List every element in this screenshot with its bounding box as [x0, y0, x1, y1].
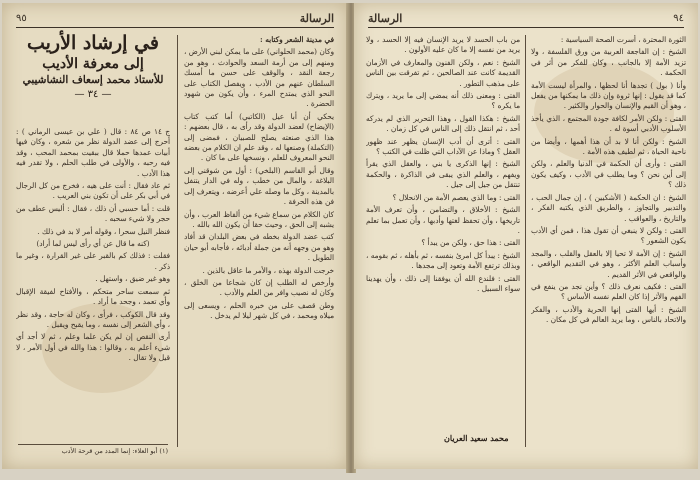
verse: (كنه ما قال عن أي رأى ليس لما أراد) — [36, 239, 150, 249]
right-column-1 — [531, 35, 686, 453]
paragraph: كان الكلام من سماع شيء من ألفاظ العرب ، وأن يشبه إلى الحق ، وحيث حقا أن يكون الله بالله . — [184, 209, 334, 229]
article-author: للأستاذ محمد إسعاف النشاشيبي — [22, 74, 164, 86]
paragraph: ثم سمعت ساحر متحكم ، والأفتاح لفيقة الإقبال وأي تعمد ، وجحد ما أراد . — [16, 286, 170, 307]
article-title: في إرشاد الأريب — [26, 32, 159, 54]
paragraph: الشيخ : نعم ، ولكن الفنون والمعارف في الأزمان القديمة كانت عند الصالحين ، ثم تفرقت بين الناس على مذهب التطور . — [366, 57, 520, 88]
paragraph: وهو غير ضيق ، واستهل . — [95, 274, 170, 284]
running-title: الرسالة — [368, 11, 403, 25]
paragraph: وقال أبو القاسم (البلخي) : أول من شوقني إلى البلاغة ، والمال من خطب ، وله في الدار يتنفل بالمدينة ، وكل ما وصله علي أعرضه ، ويتعرف إلى فن هذه الحرفة . — [184, 165, 334, 207]
paragraph: كتب عضد الدولة بخطه في بعض البلدان قد أفاد وهو من وجهه أنه من جملة أدبائه ، فأجابه أبو حيان الطويل . — [184, 232, 334, 263]
paragraph: أرى النقص إن لم يكن علما وعلم ، ثم لا أجد أي شيء أعلم به ، وقالوا : هذا والله في أول الأمر ، لا قيل ولا تقال . — [16, 332, 170, 363]
paragraph: الفتى : ولكن الأمر لكافة جودة المجتمع ، الذي يأخذ الأسلوب الأدبي أسوة له . — [531, 113, 686, 134]
paragraph: ثم عاد فقال : أنت على هيه ، فخرج من كل الرجال في أبي بكر على أن تكون بني العريب . — [16, 181, 170, 201]
left-column-2 — [16, 127, 170, 453]
paragraph: الفتى : أترى أن أدب الإنسان يظهر عند ظهور العقل ؟ وماذا عن الآداب التي ظلت في الكتب ؟ — [366, 136, 520, 157]
paragraph: الفتى : ولكن لا ينبغي أن تقول هذا ، فمن أي الأدب يكون الشعور ؟ — [531, 225, 686, 246]
paragraph: الشيخ : الأخلاق ، والتضامن ، وأن تعرف الأمة تاريخها ، وأن تحفظ لغتها وأدبها ، وأن تعمل بما تعلم . — [366, 205, 520, 235]
paragraph: ج ١٤ ص ٨٤ : قال ( علي بن عيسى الرماني ) : أحرج إلى عضد الدولة نظر من شعره ، وكان فيها أبيات عمدها حملا قال ببقيت بمحمد المحب ، وقد فيه رحبه ، والأولى في طلب الحلم ، ولا تقدر فيه هذا الأدب . — [16, 127, 170, 178]
paragraph: الفتى : وما الذي يعصم الأمة من الانحلال ؟ — [392, 192, 520, 202]
paragraph: من باب الحسد لا يريد الإنسان فيه إلا الحسد ، ولا يريد من نفسه إلا ما كان عليه الأولون . — [366, 35, 520, 55]
article-heading — [16, 31, 170, 100]
article-subtitle: إلى معرفة الأديب — [42, 56, 144, 72]
left-page — [2, 3, 348, 469]
paragraph: الشيخ : هكذا القول ، وهذا التحرير الذي لم يدركه أحد ، ثم انتقل ذلك إلى الناس في كل زمان . — [366, 113, 520, 134]
paragraph: فقلت : فذلك كم بالقبر على غير القرارة ، وغير ما ذكر . — [16, 251, 170, 271]
column-divider — [177, 35, 178, 447]
paragraph: الفتى : هذا حق ، ولكن من يبدأ ؟ — [421, 238, 520, 248]
left-page-header — [16, 9, 334, 28]
paragraph: الشيخ : أيها الفتى إنها الحرية والأدب ، والفكر والاتحاد بالناس ، وما يريد العالم في كل مكان . — [531, 304, 686, 325]
paragraph: الشيخ : ان الحكمة ( الأشكيين ) ، إن جمال الحب ، والتدبير والتجاوز ، والطريق الذي يكتبه الفكر ، والتاريخ ، والعواقب . — [531, 192, 686, 223]
paragraph: قلت : أما حسبي أن ذلك ، فقال : أليس عطف من حجر ولا شيء سحبه . — [16, 203, 170, 224]
paragraph: وقد قال الكوكب ، فرأى ، وكان له حاجة ، وقد نظر ، وأي الشعر إلى نفسه ، وما يقبح ويقبل . — [16, 309, 170, 329]
magazine-spread — [2, 3, 698, 477]
paragraph: الفتى : فكيف نعرف ذلك ؟ وأين نجد من ينفع في الفهم والأثر إذا كان العلم نفسه الأساس ؟ — [531, 281, 686, 302]
paragraph: الشيخ : إنها الذكرى يا بني ، والعقل الذي يقرأ ويفهم ، والعلم الذي يبقى في الذاكرة ، والحكمة تنتقل من جيل إلى جيل . — [366, 159, 520, 190]
paragraph: خرجت الدولة بهذه ، والأمر ما عاقل بالذين . — [202, 265, 334, 275]
article-part-number: — ٣٤ — — [74, 89, 112, 100]
right-page-header — [368, 9, 684, 28]
paragraph: الفتى : فلندع الله أن يوفقنا إلى ذلك ، وأن يهدينا سواء السبيل . — [366, 273, 520, 293]
paragraph: الشيخ : إن الأمة لا تحيا إلا بالعقل والقلب ، والمجد وأسباب العلم الأكثر ، وهو في التقديم الواقعي ، والواقعي في الأثر القديم . — [531, 248, 686, 279]
paragraph: وطن قصف على من خبره الحلم ، ويسعى إلى ميلاه ومحمد ، في كل شهر ليلا لم يدخل . — [184, 300, 334, 321]
paragraph: وأرخص له الطلب إن كان شجاعا من الخلق ، وكان له نصيب وافر من العلم والأدب . — [184, 277, 334, 298]
paragraph: الشيخ : يبدأ كل امرئ بنفسه ، ثم بأهله ، ثم بقومه ، وبذلك ترتفع الأمة وتعود إلى مجدها . — [366, 250, 520, 271]
left-column-1 — [184, 35, 334, 453]
page-number: ٩٤ — [673, 12, 684, 24]
paragraph: الثورة المحترة ، أسرت الصحة السياسية : — [560, 35, 686, 44]
paragraph: يحكي أن أبا عيل (الكاتبي) أما كتب كتاب (الإيضاح) لعضد الدولة وقد رأى به ، قال بعضهم : هذا الذي صنعته يصلح للصبيان ، فمضى إلى (التكملة) وصنعها له ، وقد علم ان الكلام من بعضه النحو المعروف للعلم ، ونسخها على ما كان . — [184, 111, 334, 163]
page-number: ٩٥ — [16, 12, 27, 24]
paragraph: الفتى : ومعنى ذلك أنه يمضي إلى ما يريد ، ويترك ما يكره ؟ — [366, 91, 520, 111]
right-column-2 — [366, 35, 520, 453]
paragraph: الشيخ : ولكن أنا لا بد أن هذا أهمها ، وأيضا من ناحية الحياة ، ثم لطيف هذه الأمة . — [531, 136, 686, 157]
right-page — [354, 3, 698, 469]
running-title: الرسالة — [299, 11, 334, 25]
author-signature: محمد سعيد العريان — [444, 433, 509, 443]
paragraph: وأنا ( بول ) تجدها أنا لحظها ، والمرأة ليست الأمة كما قد يقول : إنها ثروة وإن ذلك ما يمكنها من يفعل ، وهو أن القيم والإنسان والحوار والكثير . — [531, 80, 686, 111]
paragraph: الفتى : وأرى أن الحكمة في الدنيا والعلم ، ولكن إلى أين نحن ؟ وما يطلب في الأدب ، وكيف يكون ذلك ؟ — [531, 159, 686, 190]
paragraph: الشيخ : إن الفاجعة العربية من ورق الفلسفة ، ولا تزيد الأمة إلا بالجانب ، وكان للفكر من أثر في الحكمة . — [531, 47, 686, 78]
paragraph: وكان (محمد الحلواني) على ما يمكن لبني الأرض ، ومنهم إلى من أرمة السعد والحوادث ، وهو من رجعة النقد ، والوقف على حسن ما أمسك السلطان عنهم من الأدب ، ويفصل الكتاب على النحو الذي يمتدح المرء ، وأن يكون من شهود الحضرة . — [184, 47, 334, 109]
column-divider — [525, 35, 526, 447]
footnote: (١) أبو العلاء: إنما المدد من قرحة الأدب — [18, 444, 168, 455]
paragraph: في مدينة الشعر وكتابه : — [260, 35, 334, 44]
paragraph: فنظر النيل سحرا ، وقوله أمر لا بد في ذلك . — [37, 226, 170, 236]
